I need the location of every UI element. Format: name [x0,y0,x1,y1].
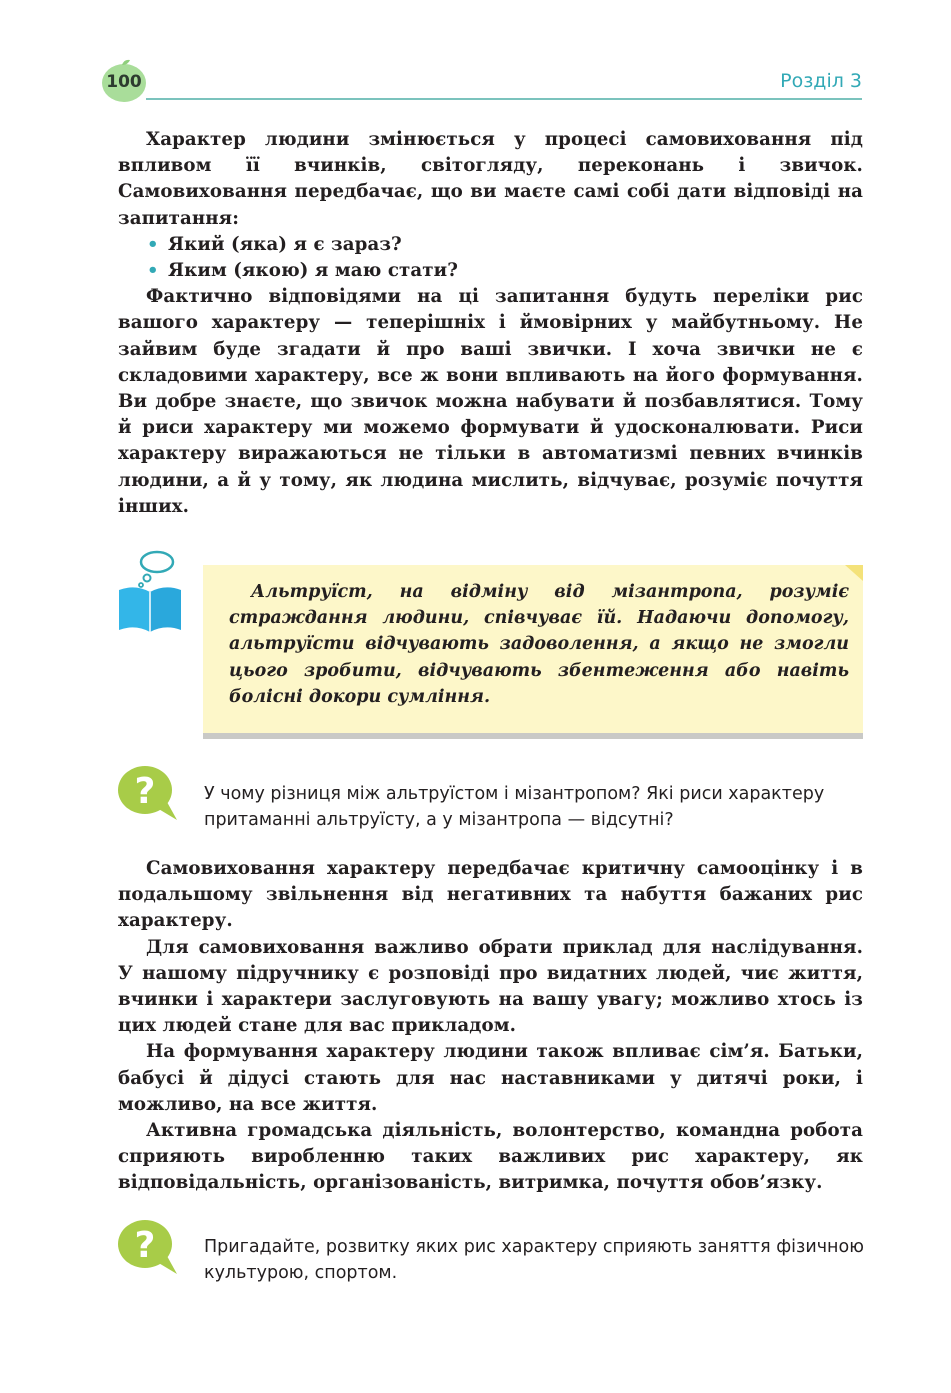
question-1-text: У чому різниця між альтруїстом і мізантропом? Які риси характеру притаманні альтруїсту, а у мізантропа — відсутні? [204,784,825,830]
bullet-text: Який (яка) я є зараз? [168,233,402,255]
intro-block [118,127,863,520]
body-paragraph-4: Активна громадська діяльність, волонтерство, командна робота сприяють виробленню таких важливих рис характеру, як відповідальність, організованість, витримка, почуття обов’язку. [118,1120,863,1194]
body-paragraph-2: Для самовиховання важливо обрати приклад для наслідування. У нашому підручнику є розповіді про видатних людей, чиє життя, вчинки і характери заслуговують на вашу увагу; можливо хтось із цих людей стане для вас прикладом. [118,936,863,1037]
list-item [118,232,863,258]
page-number-badge [100,58,148,104]
question-2-text: Пригадайте, розвитку яких рис характеру сприяють заняття фізичною культурою, спортом. [204,1237,864,1283]
section-label: Розділ 3 [780,70,862,92]
header-rule [146,98,862,100]
body-paragraph-1: Самовиховання характеру передбачає критичну самооцінку і в подальшому звільнення від негативних та набуття бажаних рис характеру. [118,858,863,932]
body-block [118,856,863,1197]
bullet-dot-icon: • [147,233,159,255]
bullet-dot-icon: • [147,260,159,282]
page-number: 100 [106,72,142,92]
question-bubble-icon [117,1218,181,1274]
intro-paragraph-2: Фактично відповідями на ці запитання будуть переліки рис вашого характеру — теперішніх і ймовірних у майбутньому. Не зайвим буде згадати й про ваші звички. І хоча звички не є складовими характеру, все ж вони впливають на його формування. Ви добре знаєте, що звичок можна набувати й позбавлятися. Тому й риси характеру ми можемо формувати й удосконалювати. Риси характеру виражаються не тільки в автоматизмі певних вчинків людини, а й у тому, як людина мислить, відчуває, розуміє почуття інших. [118,286,863,517]
svg-text:?: ? [134,1225,156,1266]
body-paragraph-3: На формування характеру людини також впливає сім’я. Батьки, бабусі й дідусі стають для нас наставниками у дитячі роки, і можливо, на все життя. [118,1041,863,1115]
question-bubble-icon [117,764,181,820]
bullet-list [118,232,863,284]
intro-paragraph-1: Характер людини змінюється у процесі самовиховання під впливом її вчинків, світогляду, переконань і звичок. Самовиховання передбачає, що ви маєте самі собі дати відповіді на запитання: [118,129,863,229]
svg-text:?: ? [134,771,156,812]
open-book-thought-icon [115,548,185,638]
bullet-text: Яким (якою) я маю стати? [168,260,458,282]
note-text: Альтруїст, на відміну від мізантропа, розуміє страждання людини, співчуває їй. Надаючи допомогу, альтруїсти відчувають задоволення, а якщо не змогли цього зробити, відчувають збентеження або навіть болісні докори сумління. [229,582,849,707]
note-box [203,565,863,733]
list-item [118,258,863,284]
